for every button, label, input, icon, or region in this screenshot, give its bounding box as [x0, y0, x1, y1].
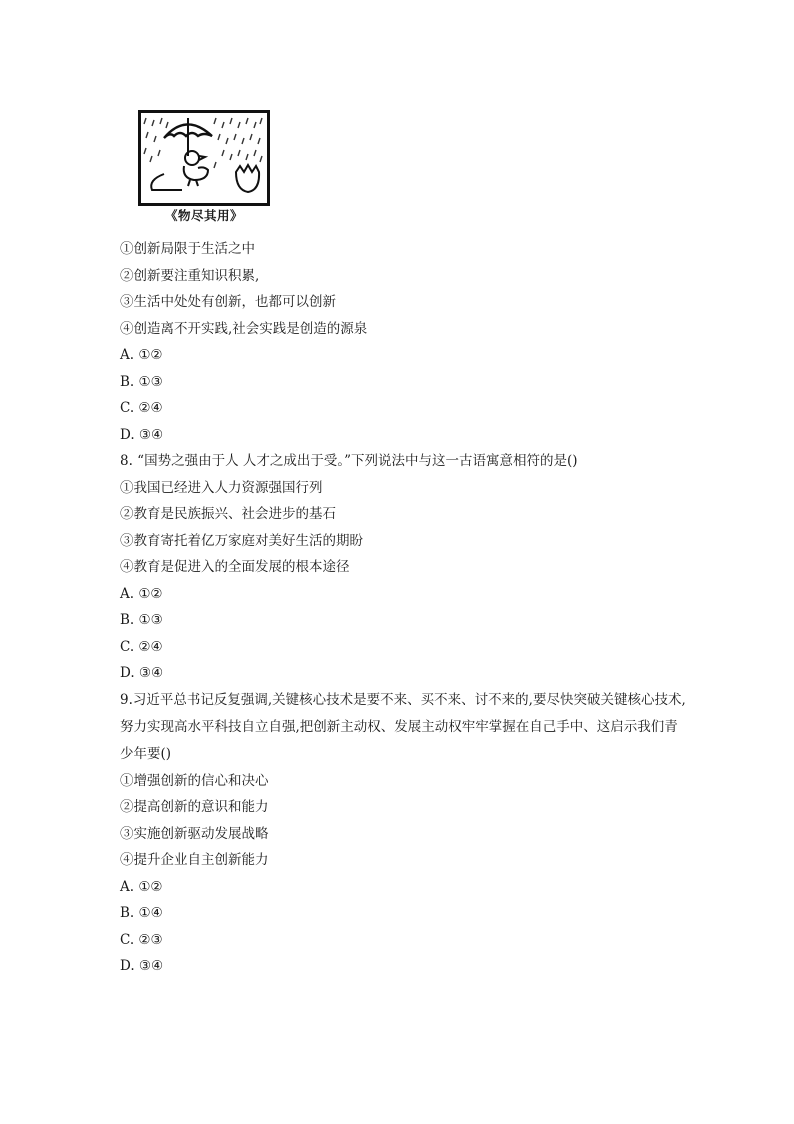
- figure-caption: 《物尽其用》: [164, 208, 243, 223]
- q9-statement-2: ②提高创新的意识和能力: [120, 799, 269, 815]
- q8-statement-1: ①我国已经进入人力资源强国行列: [120, 479, 323, 496]
- q8-statement-3: ③教育寄托着亿万家庭对美好生活的期盼: [120, 532, 363, 549]
- q7-statement-2: ②创新要注重知识积累,: [120, 267, 260, 284]
- q9-stem: 9.习近平总书记反复强调,关键核心技术是要不来、买不来、讨不来的,要尽快突破关键核心技术,努力实现高水平科技自立自强,把创新主动权、发展主动权牢牢掌握在自己手中、这启示我们青少年要(): [120, 691, 686, 762]
- q8-statement-4: ④教育是促进入的全面发展的根本途径: [120, 559, 350, 575]
- q7-option-a: A. ①②: [120, 347, 163, 363]
- q7-option-b: B. ①③: [120, 373, 163, 390]
- q9-option-c: C. ②③: [120, 931, 163, 948]
- q7-statement-1: ①创新局限于生活之中: [120, 241, 255, 257]
- q8-option-a: A. ①②: [120, 585, 163, 602]
- q8-stem: 8. “国势之强由于人 人才之成出于受。”下列说法中与这一古语寓意相符的是(): [120, 453, 578, 469]
- q9-statement-4: ④提升企业自主创新能力: [120, 852, 269, 868]
- q8-statement-2: ②教育是民族振兴、社会进步的基石: [120, 506, 336, 522]
- q9-statement-3: ③实施创新驱动发展战略: [120, 825, 269, 842]
- q7-option-d: D. ③④: [120, 426, 164, 443]
- q9-statement-1: ①增强创新的信心和决心: [120, 772, 269, 789]
- q9-option-a: A. ①②: [120, 878, 163, 895]
- q9-option-b: B. ①④: [120, 905, 163, 921]
- q7-statement-3: ③生活中处处有创新，也都可以创新: [120, 294, 336, 310]
- q8-option-d: D. ③④: [120, 665, 164, 681]
- question-content: [120, 236, 690, 980]
- q9-option-d: D. ③④: [120, 958, 164, 974]
- q7-option-c: C. ②④: [120, 400, 163, 416]
- cartoon-drawing: [138, 110, 270, 206]
- q7-statement-4: ④创造离不开实践,社会实践是创造的源泉: [120, 320, 368, 337]
- q8-option-c: C. ②④: [120, 638, 163, 655]
- q8-option-b: B. ①③: [120, 612, 163, 628]
